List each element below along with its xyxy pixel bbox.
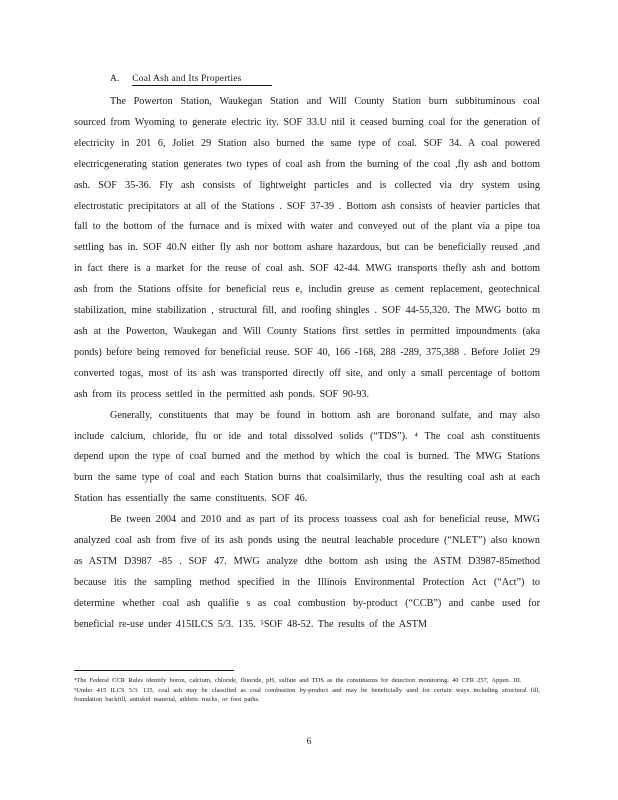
footnote-4: ⁴The Federal CCR Rules identify boron, calcium, chloride, fluoride, pH, sulfate and TDS as the constituents for detection monitoring. 40 CFR 257, Appen. III. <box>74 677 522 684</box>
paragraph-analysis: Be tween 2004 and 2010 and as part of its process toassess coal ash for beneficial reuse, MWG analyzed coal ash from five of its ash ponds using the neutral leachable procedure (“NLET”) also known as ASTM D3987 -85 . SOF 47. MWG analyze dthe bottom ash using the ASTM D3987-85method because itis the sampling method specified in the Illinois Environmental Protection Act (“Act”) to determine whether coal ash qualifie s as coal combustion by-product (“CCB”) and canbe used for beneficial re-use under 415ILCS 5/3. 135. ⁵SOF 48-52. The results of the ASTM <box>74 514 540 630</box>
footnotes <box>74 676 540 705</box>
page-number: 6 <box>306 737 312 747</box>
footnote-5: ⁵Under 415 ILCS 5/3. 135, coal ash may be classified as coal combustion by-product and may be beneficially used for certain ways including structural fill, foundation backfill, antiskid material, athletic tracks, or foot paths. <box>74 686 540 703</box>
body-text <box>74 92 540 636</box>
section-heading <box>110 74 272 86</box>
footnote-divider <box>74 670 234 671</box>
section-title: Coal Ash and Its Properties <box>132 74 271 86</box>
paragraph-constituents: Generally, constituents that may be found in bottom ash are boronand sulfate, and may also include calcium, chloride, flu or ide and total dissolved solids (“TDS”). ⁴ The coal ash constituents depend upon the type of coal burned and the method by which the coal is burned. The MWG Stations burn the same type of coal and each Station burns that coalsimilarly, thus the resulting coal ash at each Station has essentially the same constituents. SOF 46. <box>74 409 540 505</box>
paragraph-stations: The Powerton Station, Waukegan Station and Will County Station burn subbituminous coal sourced from Wyoming to generate electric ity. SOF 33.U ntil it ceased burning coal for the generation of electricity in 201 6, Joliet 29 Station also burned the same type of coal. SOF 34. A coal powered electricgenerating station generates two types of coal ash from the burning of the coal ,fly ash and bottom ash. SOF 35-36. Fly ash consists of lightweight particles and is collected via dry system using electrostatic precipitators at all of the Stations . SOF 37-39 . Bottom ash consists of heavier particles that fall to the bottom of the furnace and is mixed with water and conveyed out of the plant via a pipe toa settling bas in. SOF 40.N either fly ash nor bottom ashare hazardous, but can be beneficially reused ,and in fact there is a market for the reuse of coal ash. SOF 42-44. MWG transports thefly ash and bottom ash from the Stations offsite for beneficial reus e, includin greuse as cement replacement, geotechnical stabilization, mine stabilization , structural fill, and roofing shingles . SOF 44-55,320. The MWG botto m ash at the Powerton, Waukegan and Will County Stations first settles in permitted impoundments (aka ponds) before being removed for beneficial reuse. SOF 40, 166 -168, 288 -289, 375,388 . Before Joliet 29 converted togas, most of its ash was transported directly off site, and only a small percentage of bottom ash from its process settled in the permitted ash ponds. SOF 90-93. <box>74 96 540 400</box>
section-number: A. <box>110 74 120 84</box>
